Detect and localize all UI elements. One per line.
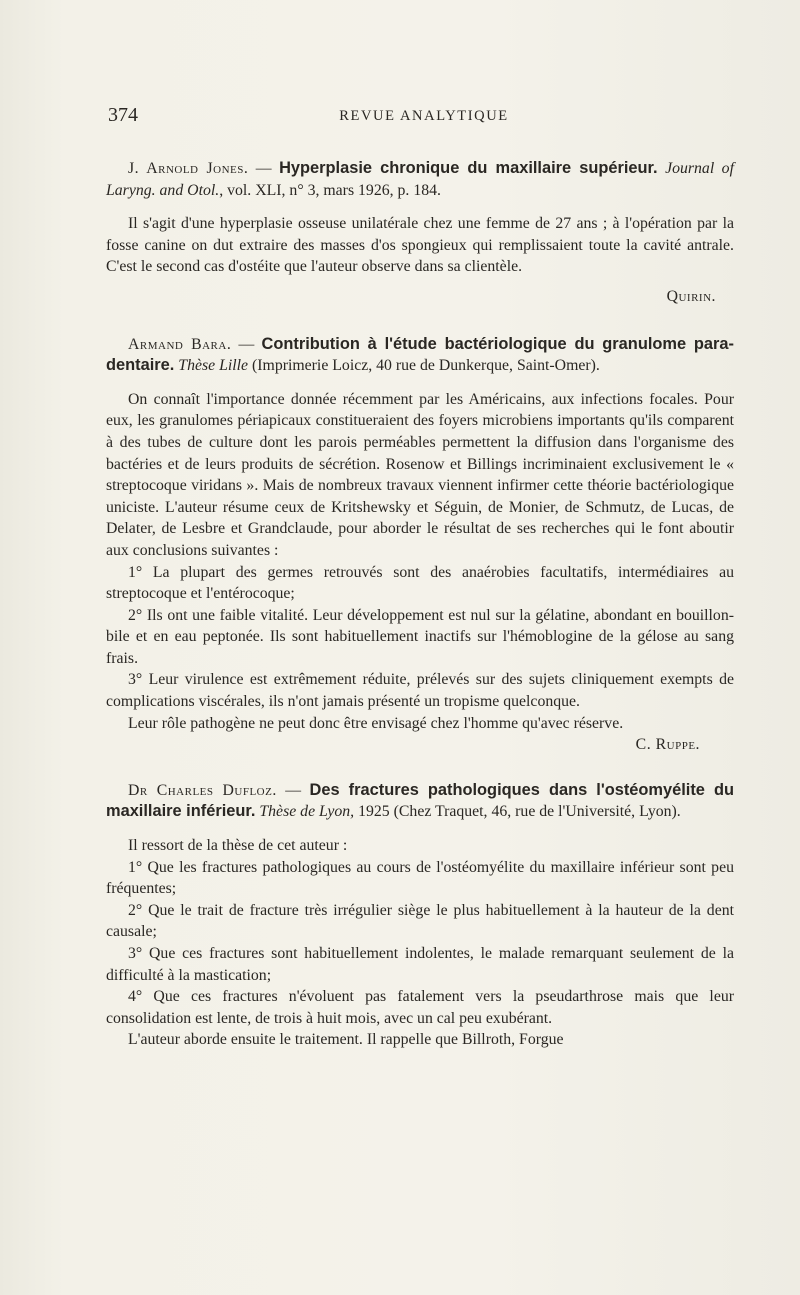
journal-name: Thèse de Lyon,: [259, 803, 355, 821]
reviewer-signature: C. Ruppe.: [635, 736, 700, 754]
review-entry-1: [106, 158, 734, 308]
dash: —: [231, 335, 262, 353]
author: J. Arnold Jones.: [128, 160, 249, 177]
page-header: [108, 104, 740, 130]
article-column: [106, 158, 734, 1051]
reference: [106, 780, 734, 823]
paragraph: Il s'agit d'une hyperplasie osseuse unilatérale chez une femme de 27 ans ; à l'opération par la fosse canine on dut extraire des masses d'os spongieux qui remplissaient toute la cavité antrale. C'est le second cas d'ostéite que l'auteur observe dans sa clientèle.: [106, 215, 734, 276]
paragraph: 4° Que ces fractures n'évoluent pas fatalement vers la pseudarthrose mais que leur consolidation est lente, de trois à huit mois, avec un cal peu exubérant.: [106, 988, 734, 1027]
paragraph: 3° Que ces fractures sont habituellement indolentes, le malade remarquant seulement de la difficulté à la mastication;: [106, 945, 734, 984]
dash: —: [276, 781, 310, 799]
article-title: Contribution à l'étude bactériologique du granulome para-dentaire.: [106, 334, 734, 375]
journal-name: Thèse Lille: [178, 357, 249, 375]
paragraph: 3° Leur virulence est extrêmement réduite, prélevés sur des sujets cliniquement exempts de complications viscérales, ils n'ont jamais présenté un tropisme quelconque.: [106, 671, 734, 711]
citation: (Imprimerie Loicz, 40 rue de Dunkerque, Saint-Omer).: [248, 357, 600, 375]
running-title: REVUE ANALYTIQUE: [339, 108, 509, 124]
article-title: Hyperplasie chronique du maxillaire supérieur.: [279, 159, 658, 177]
paragraph: Il ressort de la thèse de cet auteur :: [128, 837, 348, 855]
reviewer-signature: Quirin.: [666, 287, 716, 305]
review-entry-3: [106, 780, 734, 1051]
paragraph: 1° La plupart des germes retrouvés sont des anaérobies facultatifs, intermédiaires au streptocoque et l'entérocoque;: [106, 563, 734, 603]
reference: [106, 158, 734, 201]
article-title: Des fractures pathologiques dans l'ostéomyélite du maxillaire inférieur.: [106, 780, 735, 821]
paragraph: 2° Ils ont une faible vitalité. Leur développement est nul sur la gélatine, abondant en bouillon-bile et en eau peptonée. Ils sont habituellement inactifs sur l'hémoblogine de la gélose au sang frais.: [106, 606, 734, 667]
paragraph-text: Leur rôle pathogène ne peut donc être envisagé chez l'homme qu'avec réserve.: [128, 714, 624, 732]
citation: , vol. XLI, n° 3, mars 1926, p. 184.: [219, 181, 441, 199]
paragraph: 2° Que le trait de fracture très irrégulier siège le plus habituellement à la hauteur de la dent causale;: [106, 901, 734, 941]
author: Armand Bara.: [128, 335, 232, 353]
dash: —: [248, 160, 280, 177]
citation: 1925 (Chez Traquet, 46, rue de l'Université, Lyon).: [354, 803, 681, 821]
review-entry-2: [106, 334, 734, 756]
paragraph: On connaît l'importance donnée récemment par les Américains, aux infections focales. Pour eux, les granulomes périapicaux constitueraient des foyers microbiens importants qu'ils comparent à des tubes de culture dont les parois perméables permettent la diffusion dans l'organisme des bactéries et de leurs produits de sécrétion. Rosenow et Billings incriminaient exclusivement le « streptocoque viridans ». Mais de nombreux travaux viennent infirmer cette théorie bactériologique uniciste. L'auteur résume ceux de Kritshewsky et Séguin, de Monier, de Schmutz, de Lucas, de Delater, de Lesbre et Grandclaude, pour aborder le résultat de ses recherches qui le font aboutir aux conclusions suivantes :: [106, 390, 734, 559]
author: Dr Charles Dufloz.: [128, 781, 277, 799]
journal-name: Journal of Laryng. and Otol.: [106, 160, 734, 199]
reference: [106, 334, 734, 377]
page-number: 374: [108, 104, 138, 126]
paragraph: L'auteur aborde ensuite le traitement. Il rappelle que Billroth, Forgue: [128, 1031, 564, 1049]
paragraph: 1° Que les fractures pathologiques au cours de l'ostéomyélite du maxillaire inférieur sont peu fréquentes;: [106, 858, 734, 898]
last-paragraph: [106, 713, 734, 754]
